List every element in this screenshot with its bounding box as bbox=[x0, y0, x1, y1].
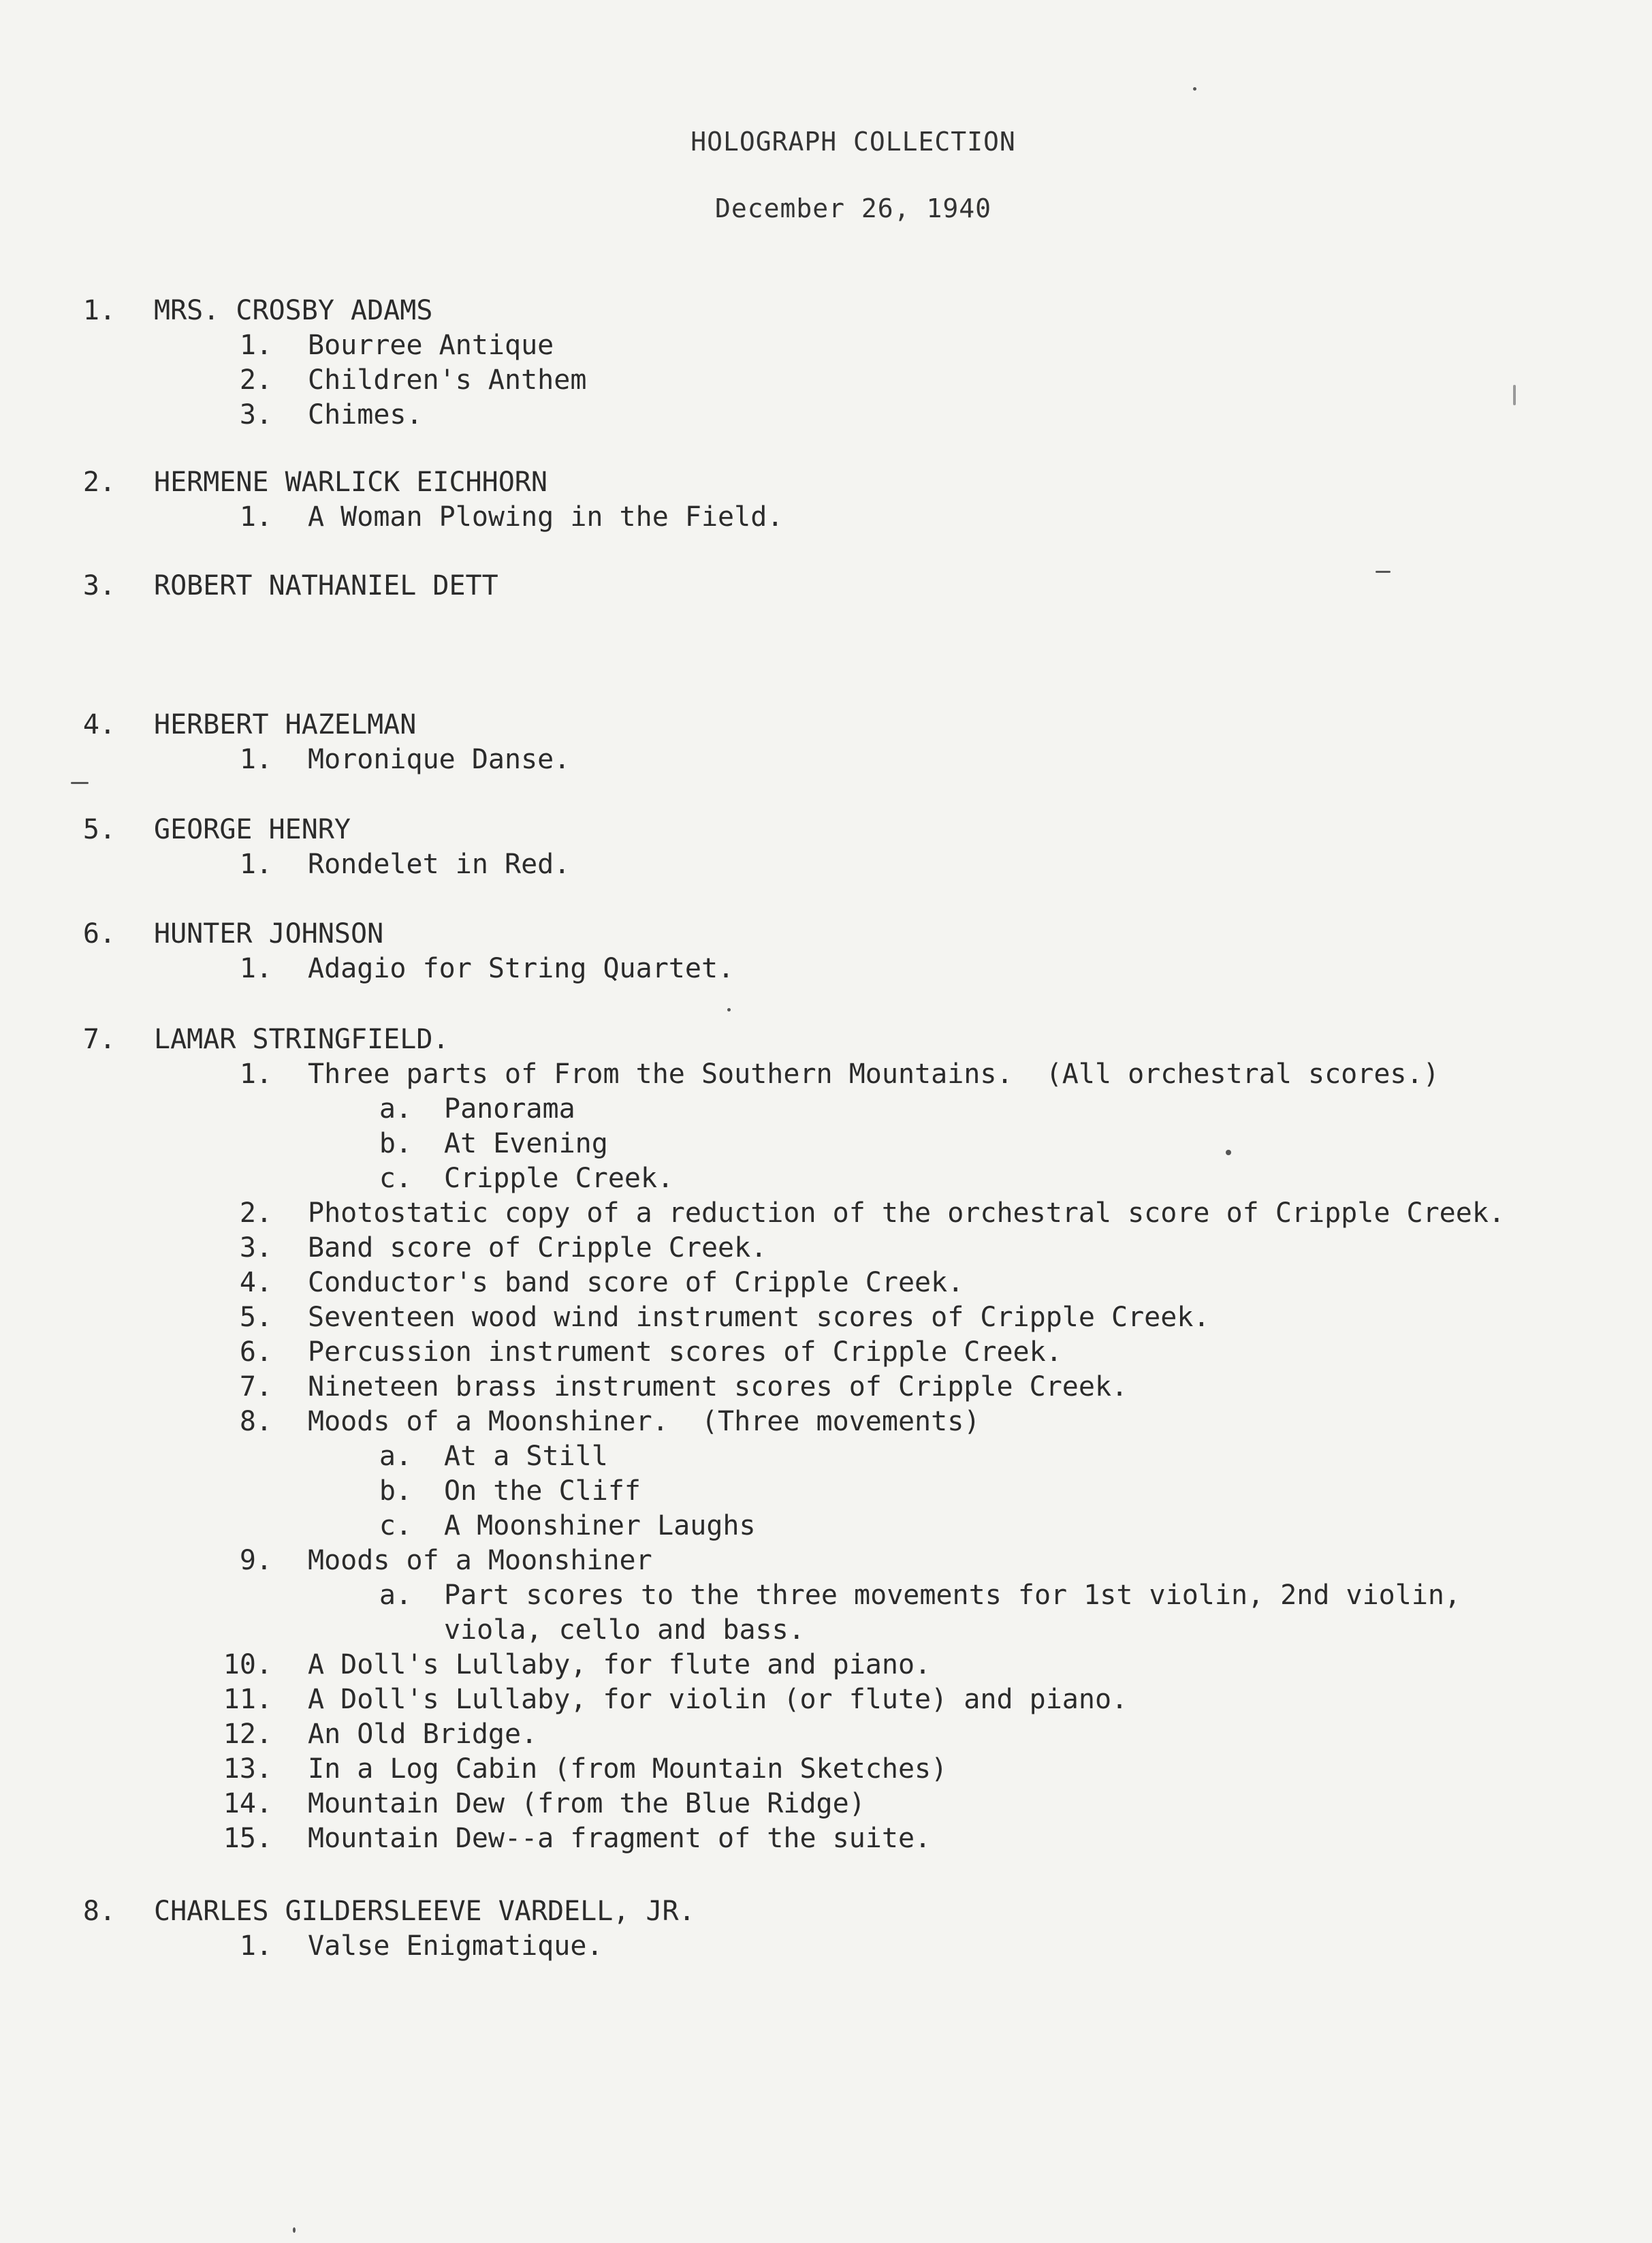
work-item-text: In a Log Cabin (from Mountain Sketches) bbox=[308, 1753, 948, 1785]
composer-entry-text: GEORGE HENRY bbox=[154, 814, 351, 845]
work-item-text: Rondelet in Red. bbox=[308, 849, 571, 880]
scan-speck bbox=[1513, 385, 1516, 405]
work-item-number: 1. bbox=[239, 330, 272, 361]
composer-entry-number: 2. bbox=[82, 467, 116, 498]
work-item-number: 4. bbox=[239, 1267, 272, 1298]
work-item-text: Children's Anthem bbox=[308, 364, 587, 396]
composer-entry-text: MRS. CROSBY ADAMS bbox=[154, 295, 433, 326]
work-item-number: 3. bbox=[239, 1232, 272, 1264]
composer-entry-text: ROBERT NATHANIEL DETT bbox=[154, 570, 498, 601]
work-item-text: Moronique Danse. bbox=[308, 744, 571, 775]
document-title: HOLOGRAPH COLLECTION bbox=[690, 127, 1016, 157]
scan-speck bbox=[293, 2227, 296, 2233]
sub-item-number: c. bbox=[379, 1163, 412, 1194]
work-item-text: Conductor's band score of Cripple Creek. bbox=[308, 1267, 964, 1298]
work-item-text: Photostatic copy of a reduction of the orchestral score of Cripple Creek. bbox=[308, 1197, 1505, 1229]
work-item-number: 1. bbox=[239, 501, 272, 533]
sub-item-text: At a Still bbox=[444, 1441, 608, 1472]
work-item-text: Bourree Antique bbox=[308, 330, 554, 361]
work-item-number: 1. bbox=[239, 953, 272, 984]
sub-item-number: a. bbox=[379, 1093, 412, 1125]
sub-item-text: At Evening bbox=[444, 1128, 608, 1159]
work-item-text: Chimes. bbox=[308, 399, 423, 430]
work-item-text: Three parts of From the Southern Mountains. (All orchestral scores.) bbox=[308, 1058, 1440, 1090]
work-item-text: Seventeen wood wind instrument scores of Cripple Creek. bbox=[308, 1302, 1210, 1333]
work-item-number: 11. bbox=[223, 1684, 272, 1715]
scan-speck bbox=[1226, 1150, 1231, 1155]
composer-entry-number: 7. bbox=[82, 1024, 116, 1055]
work-item-number: 9. bbox=[239, 1545, 272, 1576]
scan-speck bbox=[727, 1008, 731, 1011]
sub-item-text: Part scores to the three movements for 1st violin, 2nd violin, bbox=[444, 1580, 1461, 1611]
composer-entry-number: 5. bbox=[82, 814, 116, 845]
work-item-text: Adagio for String Quartet. bbox=[308, 953, 735, 984]
work-item-number: 3. bbox=[239, 399, 272, 430]
composer-entry-text: HERBERT HAZELMAN bbox=[154, 709, 417, 740]
work-item-number: 1. bbox=[239, 1058, 272, 1090]
sub-item-text: A Moonshiner Laughs bbox=[444, 1510, 756, 1541]
work-item-number: 13. bbox=[223, 1753, 272, 1785]
work-item-number: 8. bbox=[239, 1406, 272, 1437]
work-item-text: Mountain Dew--a fragment of the suite. bbox=[308, 1823, 932, 1854]
work-item-number: 2. bbox=[239, 364, 272, 396]
work-item-text: Moods of a Moonshiner bbox=[308, 1545, 652, 1576]
work-item-text: Band score of Cripple Creek. bbox=[308, 1232, 767, 1264]
work-item-number: 12. bbox=[223, 1719, 272, 1750]
composer-entry-number: 4. bbox=[82, 709, 116, 740]
work-item-number: 14. bbox=[223, 1788, 272, 1819]
composer-entry-number: 8. bbox=[82, 1896, 116, 1927]
work-item-number: 1. bbox=[239, 744, 272, 775]
sub-item-text: Panorama bbox=[444, 1093, 575, 1125]
work-item-text: Valse Enigmatique. bbox=[308, 1930, 603, 1962]
work-item-number: 1. bbox=[239, 1930, 272, 1962]
composer-entry-number: 6. bbox=[82, 918, 116, 950]
sub-item-number: a. bbox=[379, 1580, 412, 1611]
work-item-text: Mountain Dew (from the Blue Ridge) bbox=[308, 1788, 865, 1819]
composer-entry-text: CHARLES GILDERSLEEVE VARDELL, JR. bbox=[154, 1896, 695, 1927]
composer-entry-number: 1. bbox=[82, 295, 116, 326]
sub-item-number: a. bbox=[379, 1441, 412, 1472]
work-item-number: 15. bbox=[223, 1823, 272, 1854]
work-item-text: A Woman Plowing in the Field. bbox=[308, 501, 784, 533]
work-item-text: Nineteen brass instrument scores of Cripple Creek. bbox=[308, 1371, 1128, 1402]
scan-speck bbox=[71, 782, 89, 784]
work-item-number: 7. bbox=[239, 1371, 272, 1402]
document-date: December 26, 1940 bbox=[715, 193, 991, 223]
sub-item-number: c. bbox=[379, 1510, 412, 1541]
composer-entry-number: 3. bbox=[82, 570, 116, 601]
work-item-number: 6. bbox=[239, 1336, 272, 1368]
work-item-text: An Old Bridge. bbox=[308, 1719, 538, 1750]
sub-item-continuation: viola, cello and bass. bbox=[444, 1614, 805, 1646]
work-item-text: Moods of a Moonshiner. (Three movements) bbox=[308, 1406, 981, 1437]
work-item-text: A Doll's Lullaby, for flute and piano. bbox=[308, 1649, 932, 1680]
sub-item-text: Cripple Creek. bbox=[444, 1163, 674, 1194]
composer-entry-text: LAMAR STRINGFIELD. bbox=[154, 1024, 449, 1055]
work-item-number: 1. bbox=[239, 849, 272, 880]
sub-item-number: b. bbox=[379, 1475, 412, 1507]
work-item-number: 2. bbox=[239, 1197, 272, 1229]
work-item-text: Percussion instrument scores of Cripple Creek. bbox=[308, 1336, 1062, 1368]
scan-speck bbox=[1193, 87, 1196, 91]
composer-entry-text: HUNTER JOHNSON bbox=[154, 918, 384, 950]
work-item-text: A Doll's Lullaby, for violin (or flute) and piano. bbox=[308, 1684, 1128, 1715]
sub-item-number: b. bbox=[379, 1128, 412, 1159]
composer-entry-text: HERMENE WARLICK EICHHORN bbox=[154, 467, 547, 498]
work-item-number: 10. bbox=[223, 1649, 272, 1680]
work-item-number: 5. bbox=[239, 1302, 272, 1333]
scan-speck bbox=[1376, 571, 1391, 573]
sub-item-text: On the Cliff bbox=[444, 1475, 641, 1507]
